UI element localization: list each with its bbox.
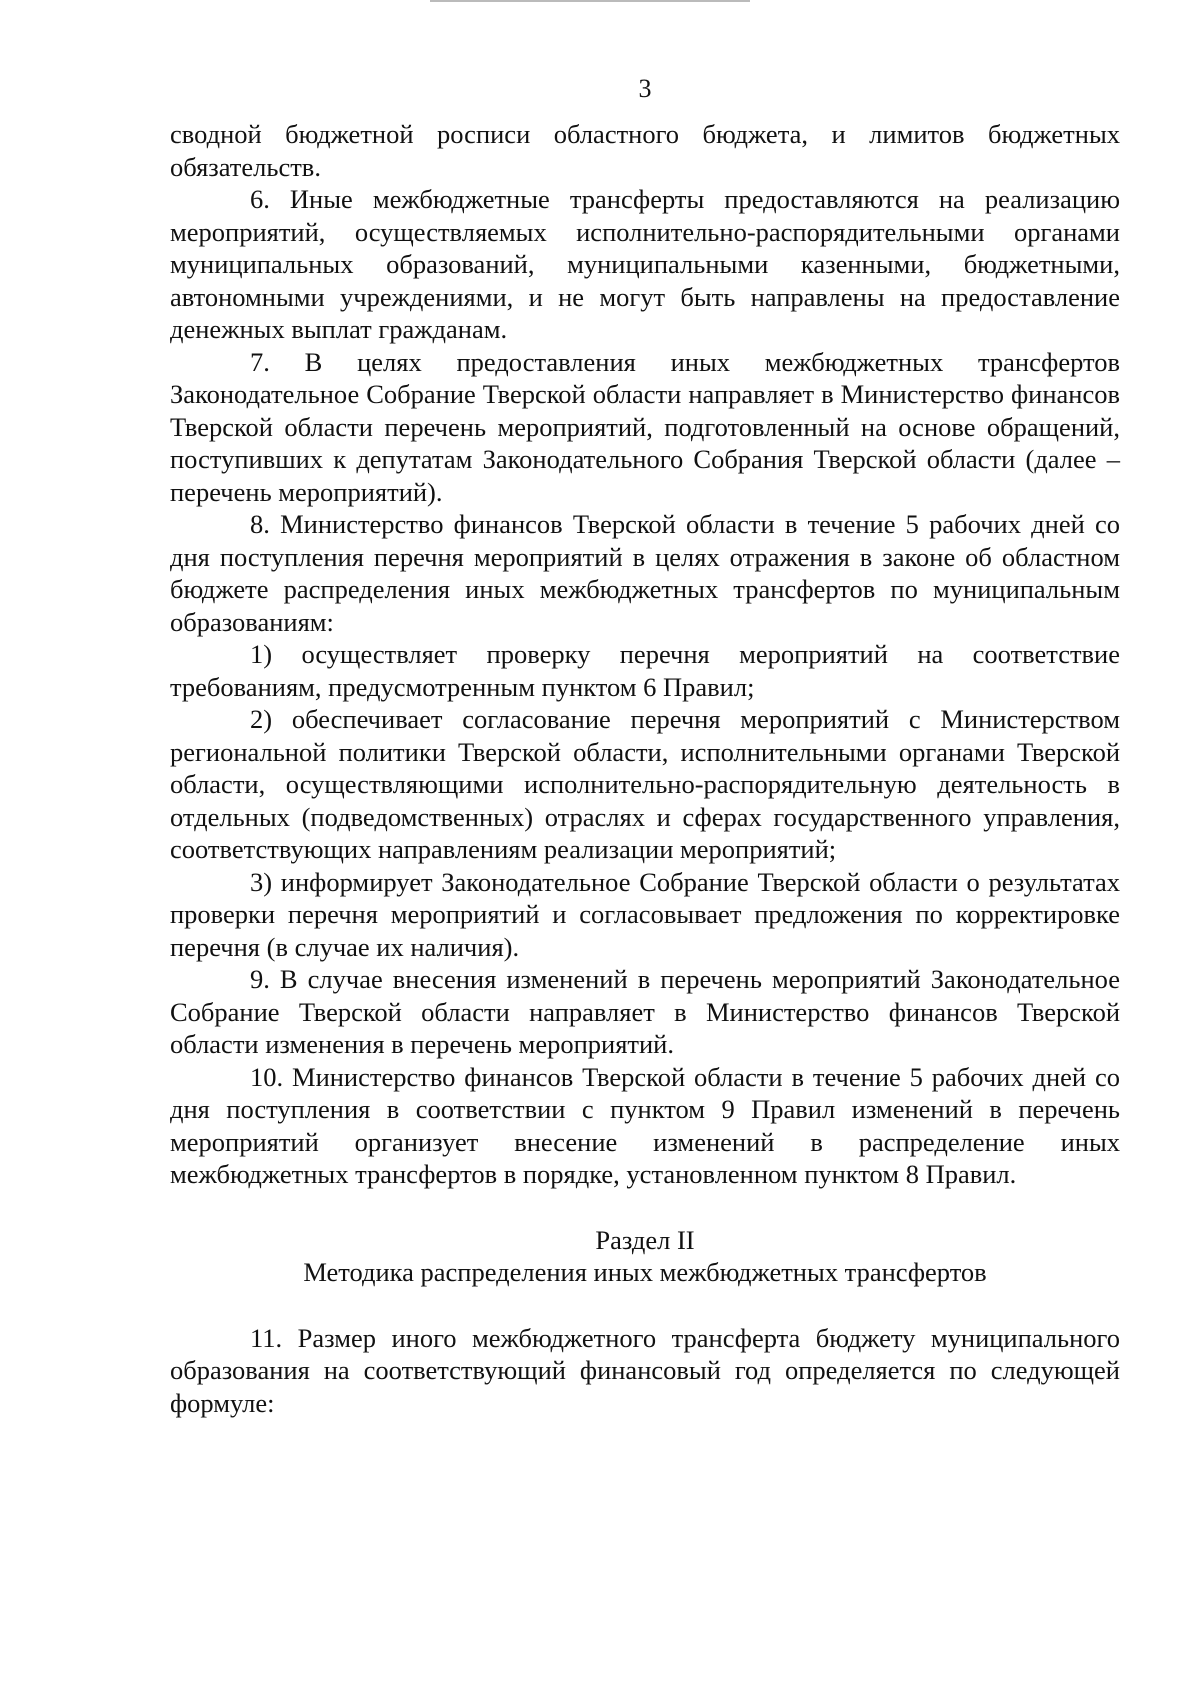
paragraph-item-11: 11. Размер иного межбюджетного трансферта бюджету муниципального образования на соответствующий финансовый год определяется по следующей формуле: — [170, 1322, 1120, 1418]
paragraph-item-7: 7. В целях предоставления иных межбюджетных трансфертов Законодательное Собрание Тверской области направляет в Министерство финансов Тверской области перечень мероприятий, подготовленный на основе обращений, поступивших к депутатам Законодательного Собрания Тверской области (далее – перечень мероприятий). — [170, 346, 1120, 507]
paragraph-item-10: 10. Министерство финансов Тверской области в течение 5 рабочих дней со дня поступления в соответствии с пунктом 9 Правил изменений в перечень мероприятий организует внесение изменений в распределение иных межбюджетных трансфертов в порядке, установленном пунктом 8 Правил. — [170, 1061, 1120, 1189]
paragraph-item-6: 6. Иные межбюджетные трансферты предоставляются на реализацию мероприятий, осуществляемых исполнительно-распорядительными органами муниципальных образований, муниципальными казенными, бюджетными, автономными учреждениями, и не могут быть направлены на предоставление денежных выплат гражданам. — [170, 184, 1120, 344]
subitem-8-1: 1) осуществляет проверку перечня мероприятий на соответствие требованиям, предусмотренным пунктом 6 Правил; — [170, 639, 1120, 702]
section-label: Раздел II — [595, 1224, 695, 1255]
subitem-8-3: 3) информирует Законодательное Собрание Тверской области о результатах проверки перечня мероприятий и согласовывает предложения по корректировке перечня (в случае их наличия). — [170, 866, 1120, 962]
subitem-8-2: 2) обеспечивает согласование перечня мероприятий с Министерством региональной политики Тверской области, исполнительными органами Тверской области, осуществляющими исполнительно-распорядительную деятельность в отдельных (подведомственных) отраслях и сферах государственного управления, соответствующих направлениям реализации мероприятий; — [170, 704, 1120, 864]
paragraph-continuation: сводной бюджетной росписи областного бюджета, и лимитов бюджетных обязательств. — [170, 119, 1120, 182]
document-body — [170, 118, 1120, 1419]
scan-artifact-line — [430, 0, 750, 5]
page-number: 3 — [638, 74, 652, 103]
paragraph-item-8: 8. Министерство финансов Тверской области в течение 5 рабочих дней со дня поступления перечня мероприятий в целях отражения в законе об областном бюджете распределения иных межбюджетных трансфертов по муниципальным образованиям: — [170, 509, 1120, 637]
section-title: Методика распределения иных межбюджетных трансфертов — [303, 1257, 987, 1287]
paragraph-item-9: 9. В случае внесения изменений в перечень мероприятий Законодательное Собрание Тверской области направляет в Министерство финансов Тверской области изменения в перечень мероприятий. — [170, 964, 1120, 1059]
